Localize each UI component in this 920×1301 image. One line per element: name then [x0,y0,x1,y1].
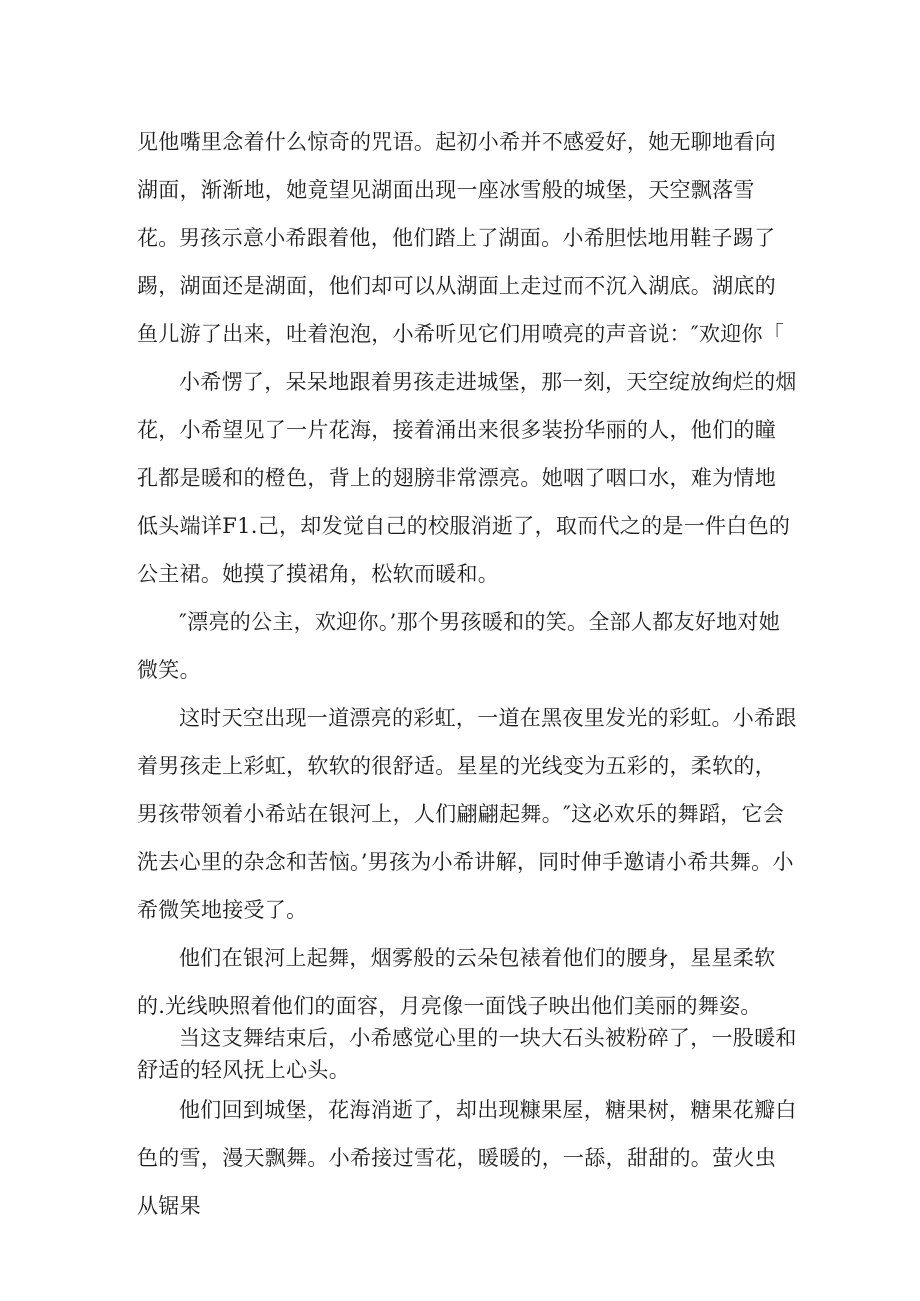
paragraph-8: 他们回到城堡，花海消逝了，却出现糠果屋，糖果树，糖果花瓣白色的雪，漫天飘舞。小希接过雪花，暖暖的，一舔，甜甜的。萤火虫从锯果 [137,1098,797,1218]
paragraph-5: 这时天空出现一道漂亮的彩虹，一道在黑夜里发光的彩虹。小希跟着男孩走上彩虹，软软的很舒适。星星的光线变为五彩的，柔软的，男孩带领着小希站在银河上，人们翩翩起舞。″这必欢乐的舞蹈，它会洗去心里的杂念和苦恼。’男孩为小希讲解，同时伸手邀请小希共舞。小希微笑地接受了。 [137,706,797,922]
paragraph-2: 男孩示意小希跟着他，他们踏上了湖面。小希胆怯地用鞋子踢了踢，湖面还是湖面，他们却可以从湖面上走过而不沉入湖底。湖底的鱼儿游了出来，吐着泡泡，小希听见它们用喷亮的声音说：″欢迎你「 [137,226,785,346]
paragraph-3: 小希愣了，呆呆地跟着男孩走进城堡，那一刻，天空绽放绚烂的烟花，小希望见了一片花海，接着涌出来很多装扮华丽的人，他们的瞳孔都是暖和的橙色，背上的翅膀非常漂亮。她咽了咽口水，难为情地低头端详F1.己，却发觉自己的校服消逝了，取而代之的是一件白色的公主裙。她摸了摸裙角，松软而暖和。 [137,370,797,586]
paragraph-1: 见他嘴里念着什么惊奇的咒语。起初小希并不感爱好，她无聊地看向湖面，渐渐地，她竟望见湖面出现一座冰雪般的城堡，天空飘落雪花。 [137,130,776,250]
paragraph-4: ″漂亮的公主，欢迎你。’那个男孩暖和的笑。全部人都友好地对她微笑。 [137,610,781,682]
paragraph-6: 他们在银河上起舞，烟雾般的云朵包裱着他们的腰身，星星柔软的.光线映照着他们的面容，月亮像一面饯子映出他们美丽的舞姿。 [137,946,776,1018]
paragraph-7: 当这支舞结束后，小希感觉心里的一块大石头被粉碎了，一股暖和舒适的轻风抚上心头。 [137,1026,797,1082]
